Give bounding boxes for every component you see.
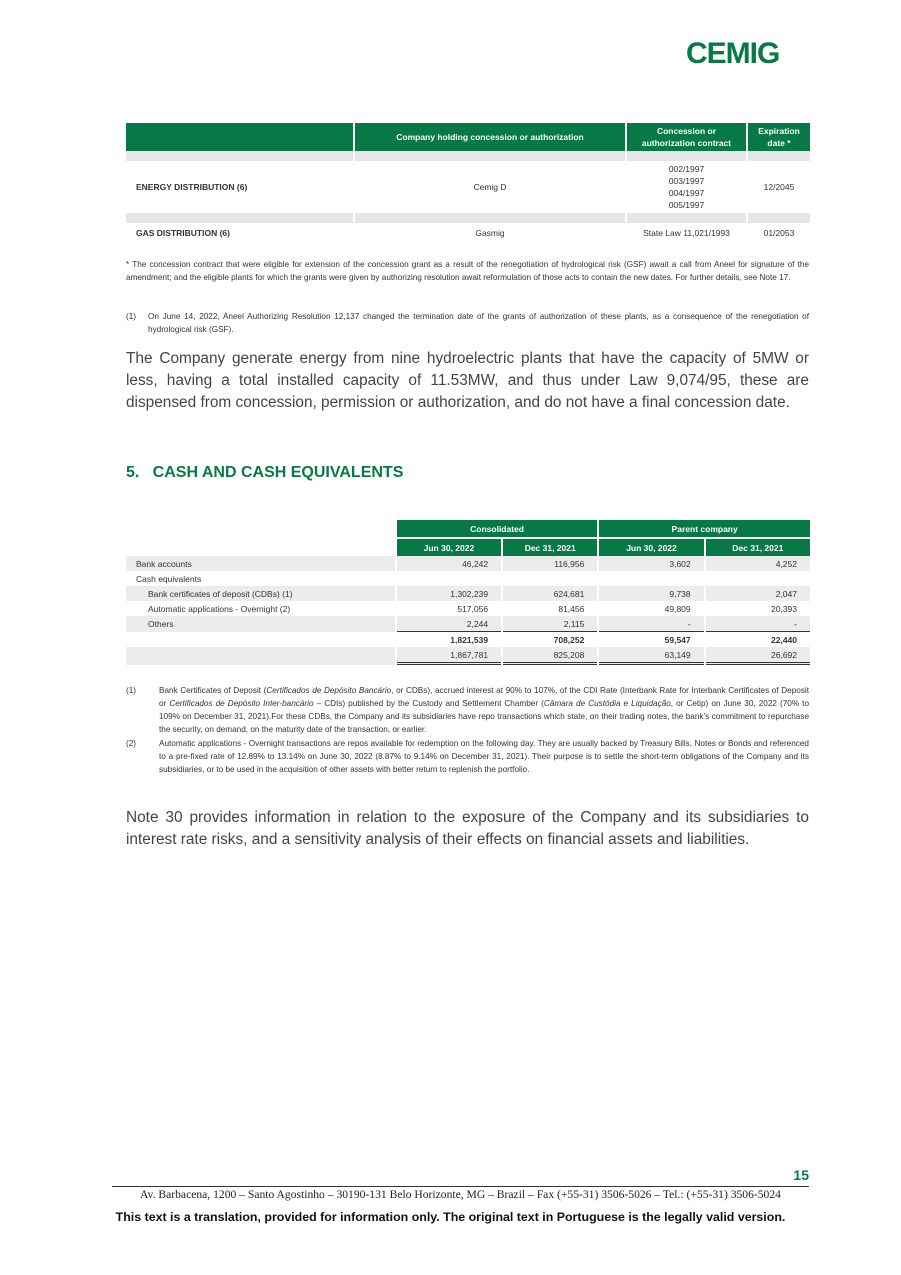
group-header-consolidated: Consolidated	[397, 520, 598, 537]
table-row-subtotal: 1,821,539 708,252 59,547 22,440	[450, 634, 797, 645]
page-number: 15	[793, 1167, 809, 1183]
note-2: (2) Automatic applications - Overnight transactions are repos available for redemption on the following day. They are usually backed by Treasury Bills, Notes or Bonds and referenced to a pre-fixed rate of 12.89% to 13.14% on June 30, 2022 (8.87% to 9.14% on December 31, 2021). Their purpose is to settle the short-term obligations of the Company and its subsidiaries, or to be used in the acquisition of other assets with better return to replenish the portfolio.	[126, 739, 809, 774]
table-row-total: 1,867,781 825,208 63,149 26,692	[126, 647, 810, 665]
concession-table	[124, 123, 812, 243]
logo-text: CEMIG	[686, 37, 780, 68]
col-header-company: Company holding concession or authorization	[355, 123, 625, 151]
note-1: (1) Bank Certificates of Deposit (Certificados de Depósito Bancário, or CDBs), accrued interest at 90% to 107%, of the CDI Rate (Interbank Rate for Interbank Certificates of Deposit or Certificados de Depósito Inter-bancário – CDIs) published by the Custody and Settlement Chamber (Câmara de Custódia e Liquidação, or Cetip) on June 30, 2022 (70% to 109% on December 31, 2021).For these CDBs, the Company and its subsidiaries have repo transactions which state, on their trading notes, the bank’s commitment to repurchase the security, on demand, on the maturity date of the transaction, or earlier.	[126, 686, 810, 734]
cemig-logo	[686, 36, 806, 68]
footnote-1: (1) On June 14, 2022, Aneel Authorizing Resolution 12,137 changed the termination date of the grants of authorization of these plants, as a consequence of the renegotiation of hydrological risk (GSF).	[126, 312, 809, 334]
footer-address: Av. Barbacena, 1200 – Santo Agostinho – 30190-131 Belo Horizonte, MG – Brazil – Fax (+55-31) 3506-5026 – Tel.: (+55-31) 3506-5024	[140, 1188, 781, 1201]
table-row: Cash equivalents	[136, 573, 202, 584]
col-header-contract: Concession or authorization contract	[627, 123, 746, 151]
table-row: Bank certificates of deposit (CDBs) (1) 1,302,239 624,681 9,738 2,047	[126, 586, 810, 601]
section-heading: 5. CASH AND CASH EQUIVALENTS	[126, 464, 404, 481]
col-header-expiration: Expiration date *	[748, 123, 810, 151]
table-row: Others 2,244 2,115 - -	[126, 616, 810, 632]
table-row: ENERGY DISTRIBUTION (6) Cemig D 002/1997 003/1997 004/1997 005/1997 12/2045	[136, 164, 795, 210]
table-row: GAS DISTRIBUTION (6) Gasmig State Law 11,021/1993 01/2053	[136, 228, 795, 238]
paragraph-small-plants: The Company generate energy from nine hydroelectric plants that have the capacity of 5MW or less, having a total installed capacity of 11.53MW, and thus under Law 9,074/95, these are dispensed from concession, permission or authorization, and do not have a final concession date.	[126, 350, 809, 411]
table-row: Automatic applications - Overnight (2) 517,056 81,456 49,809 20,393	[148, 603, 797, 614]
table-row: Bank accounts 46,242 116,956 3,602 4,252	[126, 556, 810, 571]
footer-rule	[112, 1186, 809, 1187]
cash-equivalents-table: Consolidated Parent company Jun 30, 2022 Dec 31, 2021 Jun 30, 2022 Dec 31, 2021 Bank accounts 46,242 116,956 3,602 4,252 Cash equivalents Bank certificates of deposit (CDBs) (1) 1,302,239 624,681 9,738 2,047 Automatic applications - Overnight (2) 517,056 81,456 49,809 20,393 Others 2,244 2,115 - - 1,821,539 708,252 59,547 22,440 1,867,781 825,208 63,149 26,692	[124, 520, 812, 665]
paragraph-note-30: Note 30 provides information in relation to the exposure of the Company and its subsidiaries to interest rate risks, and a sensitivity analysis of their effects on financial assets and liabilities.	[126, 809, 809, 848]
footer-disclaimer: This text is a translation, provided for information only. The original text in Portuguese is the legally valid version.	[115, 1210, 786, 1224]
group-header-parent: Parent company	[599, 520, 810, 537]
footnote-star: * The concession contract that were eligible for extension of the concession grant as a result of the renegotiation of hydrological risk (GSF) await a call from Aneel for signature of the amendment; and the eligible plants for which the grants were given by authorizing resolution await reformulation of those acts to contain the new dates. For further details, see Note 17.	[126, 260, 809, 282]
